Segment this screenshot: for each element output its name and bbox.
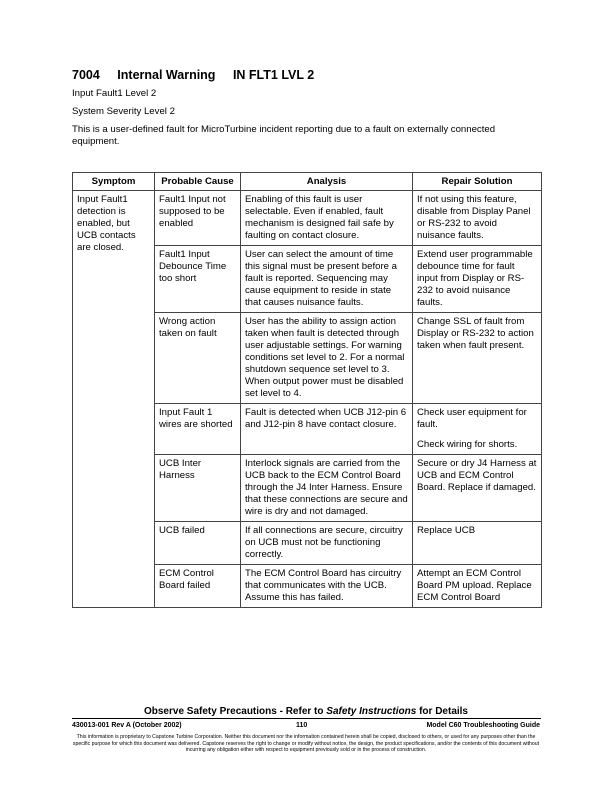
document-id: 430013-001 Rev A (October 2002) [72, 722, 182, 729]
troubleshooting-table [72, 172, 542, 608]
cause-cell: Wrong action taken on fault [155, 313, 241, 404]
header-analysis: Analysis [241, 173, 413, 191]
safety-notice-pre: Observe Safety Precautions - Refer to [143, 706, 327, 717]
repair-cell: If not using this feature, disable from Display Panel or RS-232 to avoid nuisance faults. [413, 191, 542, 246]
table-header-row [73, 173, 542, 191]
safety-notice-post: for Details [416, 706, 468, 717]
analysis-cell: Fault is detected when UCB J12-pin 6 and J12-pin 8 have contact closure. [241, 404, 413, 455]
analysis-cell: Enabling of this fault is user selectable. Even if enabled, fault mechanism is designed fail safe by faulting on contact closure. [241, 191, 413, 246]
page-heading [72, 68, 314, 82]
analysis-cell: User can select the amount of time this signal must be present before a fault is reported. Sequencing may cause equipment to reside in state that causes nuisance faults. [241, 246, 413, 313]
subtitle: Input Fault1 Level 2 [72, 88, 157, 99]
page-number: 110 [296, 722, 308, 729]
header-probable-cause: Probable Cause [155, 173, 241, 191]
footer-divider [72, 718, 541, 719]
guide-title: Model C60 Troubleshooting Guide [426, 722, 540, 729]
cause-cell: ECM Control Board failed [155, 565, 241, 608]
proprietary-disclaimer: This information is proprietary to Capstone Turbine Corporation. Neither this document nor the information contained herein shall be copied, disclosed to others, or used for any purposes other than the specific purpose for which this document was delivered. Capstone reserves the right to change or modify without notice, the design, the product specifications, and/or the contents of this document without incurring any obligation either with respect to equipment previously sold or in the process of construction. [72, 734, 540, 753]
analysis-cell: User has the ability to assign action taken when fault is detected through user adjustable settings. For warning conditions set level to 2. For a normal shutdown sequence set level to 3. When output power must be disabled set level to 4. [241, 313, 413, 404]
safety-notice [0, 706, 612, 717]
header-repair-solution: Repair Solution [413, 173, 542, 191]
safety-notice-italic: Safety Instructions [326, 706, 417, 717]
cause-cell: UCB Inter Harness [155, 455, 241, 522]
repair-cell: Attempt an ECM Control Board PM upload. Replace ECM Control Board [413, 565, 542, 608]
severity-level: System Severity Level 2 [72, 106, 175, 117]
analysis-cell: If all connections are secure, circuitry on UCB must not be functioning correctly. [241, 522, 413, 565]
repair-cell: Change SSL of fault from Display or RS-232 to action taken when fault present. [413, 313, 542, 404]
analysis-cell: The ECM Control Board has circuitry that communicates with the UCB. Assume this has failed. [241, 565, 413, 608]
repair-cell: Extend user programmable debounce time for fault input from Display or RS-232 to avoid nuisance faults. [413, 246, 542, 313]
cause-cell: Fault1 Input Debounce Time too short [155, 246, 241, 313]
header-symptom: Symptom [73, 173, 155, 191]
repair-cell [413, 404, 542, 455]
repair-line: Check user equipment for fault. [417, 407, 527, 430]
fault-description: This is a user-defined fault for MicroTurbine incident reporting due to a fault on externally connected equipment. [72, 124, 496, 147]
fault-flag: IN FLT1 LVL 2 [232, 68, 315, 82]
analysis-cell: Interlock signals are carried from the UCB back to the ECM Control Board through the J4 Inter Harness. Ensure that these connections are secure and wire is dry and not damaged. [241, 455, 413, 522]
repair-line-2: Check wiring for shorts. [417, 439, 518, 450]
fault-code: 7004 [72, 68, 100, 82]
symptom-cell: Input Fault1 detection is enabled, but UCB contacts are closed. [73, 191, 155, 608]
cause-cell: Input Fault 1 wires are shorted [155, 404, 241, 455]
cause-cell: Fault1 Input not supposed to be enabled [155, 191, 241, 246]
repair-cell: Secure or dry J4 Harness at UCB and ECM Control Board. Replace if damaged. [413, 455, 542, 522]
fault-name: Internal Warning [117, 68, 216, 82]
table-row [73, 191, 542, 246]
repair-cell: Replace UCB [413, 522, 542, 565]
cause-cell: UCB failed [155, 522, 241, 565]
